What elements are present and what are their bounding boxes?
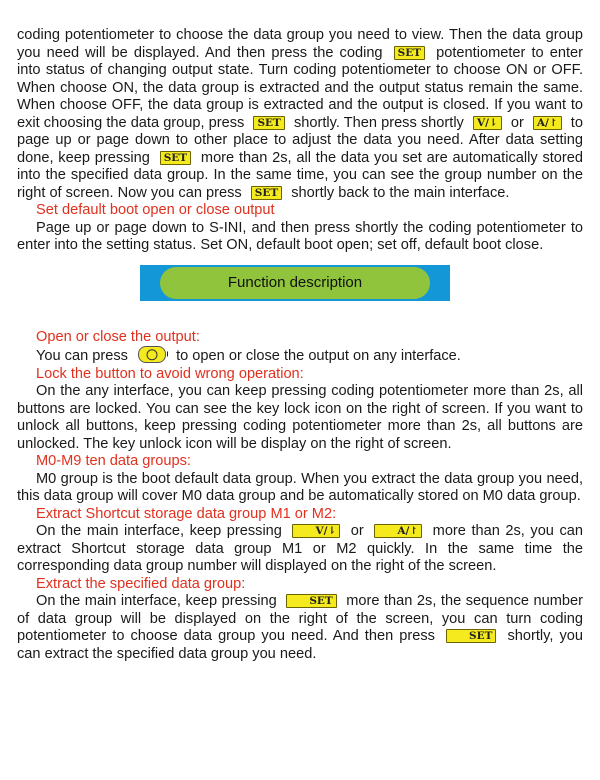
m0m9-text: M0 group is the boot default data group. When you extract the data group you need, this data group will cover M0 data group and be automatically stored on M0 data group.	[17, 470, 583, 504]
lock-text: On the any interface, you can keep pressing coding potentiometer more than 2s, all buttons are locked. You can see the key lock icon on the right of screen. If you want to unlock all buttons, keep pressing coding potentiometer more than 2s, all buttons are unlocked. The key unlock icon will be display on the right of screen.	[17, 383, 583, 452]
boot-heading: Set default boot open or close output	[36, 202, 275, 218]
m0m9-heading: M0-M9 ten data groups:	[36, 453, 191, 469]
open-close-heading: Open or close the output:	[36, 328, 200, 345]
set-key-icon: SET	[253, 116, 284, 130]
banner-bar	[140, 265, 450, 301]
v-down-key-icon: V/⇂	[473, 116, 502, 130]
function-description-banner	[17, 255, 583, 329]
specified-heading: Extract the specified data group:	[36, 575, 246, 592]
data-group-paragraph: coding potentiometer to choose the data group you need to view. Then the data group you need will be displayed. And then press the coding SET potentiometer to enter into status of changing output state. Turn coding potentiometer to choose ON or OFF. When choose ON, the data group is extracted and the output status remain the same. When choose OFF, the data group is extracted and the output is closed. If you want to exit choosing the data group, press SET shortly. Then press shortly V/⇂ or A/↾ to page up or page down to other place to adjust the data you need. After data setting done, keep pressing SET more than 2s, all the data you set are automatically stored into the specified data group. In the same time, you can see the group number on the right of screen. Now you can press SET shortly back to the main interface.	[17, 27, 584, 201]
shortcut-heading: Extract Shortcut storage data group M1 or M2:	[36, 505, 337, 522]
shortcut-text: On the main interface, keep pressing V/⇂ or A/↾ more than 2s, you can extract Shortcut storage data group M1 or M2 quickly. In the same time the corresponding data group number will displayed on the right of the screen.	[17, 523, 583, 574]
power-key-icon	[138, 346, 166, 363]
lock-heading: Lock the button to avoid wrong operation:	[36, 365, 304, 382]
banner-title: Function description	[160, 267, 430, 299]
set-key-icon: SET	[446, 629, 496, 643]
set-key-icon: SET	[286, 594, 336, 608]
manual-page	[17, 27, 583, 663]
v-down-key-icon: V/⇂	[292, 524, 340, 538]
open-close-text: You can press I to open or close the output on any interface.	[17, 346, 583, 366]
set-key-icon: SET	[251, 186, 282, 200]
set-key-icon: SET	[160, 151, 191, 165]
boot-text: Page up or page down to S-INI, and then press shortly the coding potentiometer to enter into the setting status. Set ON, default boot open; set off, default boot close.	[17, 219, 583, 253]
specified-text: On the main interface, keep pressing SET more than 2s, the sequence number of data group will be displayed on the right of the screen, you can turn coding potentiometer to choose data group you need. And then press SET shortly, you can extract the specified data group you need.	[17, 593, 584, 662]
a-up-key-icon: A/↾	[533, 116, 562, 130]
a-up-key-icon: A/↾	[374, 524, 422, 538]
set-key-icon: SET	[394, 46, 425, 60]
